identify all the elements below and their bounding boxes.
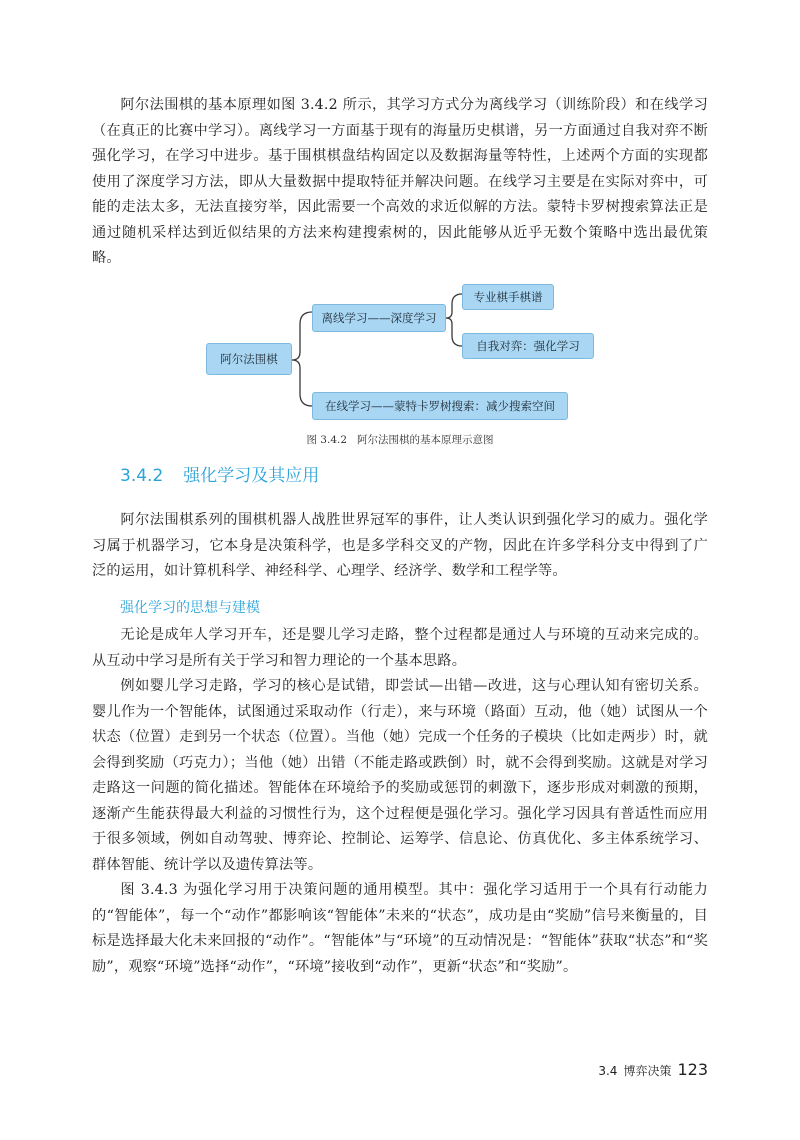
node-pro-game-records: 专业棋手棋谱 bbox=[462, 284, 554, 310]
section-heading bbox=[120, 461, 319, 486]
subsection-paragraph-3: 图 3.4.3 为强化学习用于决策问题的通用模型。其中：强化学习适用于一个具有行动能力的“智能体”，每一个“动作”都影响该“智能体”未来的“状态”，成功是由“奖励”信号来衡量的，目标是选择最大化未来回报的“动作”。“智能体”与“环境”的互动情况是：“智能体”获取“状态”和“奖励”，观察“环境”选择“动作”，“环境”接收到“动作”，更新“状态”和“奖励”。 bbox=[92, 882, 708, 975]
section-number: 3.4.2 bbox=[120, 466, 164, 486]
intro-paragraph: 阿尔法围棋的基本原理如图 3.4.2 所示，其学习方式分为离线学习（训练阶段）和在线学习（在真正的比赛中学习）。离线学习一方面基于现有的海量历史棋谱，另一方面通过自我对弈不断强化学习，在学习中进步。基于围棋棋盘结构固定以及数据海量等特性，上述两个方面的实现都使用了深度学习方法，即从大量数据中提取特征并解决问题。在线学习主要是在实际对弈中，可能的走法太多，无法直接穷举，因此需要一个高效的求近似解的方法。蒙特卡罗树搜索算法正是通过随机采样达到近似结果的方法来构建搜索树的，因此能够从近乎无数个策略中选出最优策略。 bbox=[92, 97, 708, 266]
page-footer bbox=[598, 1060, 708, 1079]
subsection-paragraph-1: 无论是成年人学习开车，还是婴儿学习走路，整个过程都是通过人与环境的互动来完成的。从互动中学习是所有关于学习和智力理论的一个基本思路。 bbox=[92, 627, 708, 669]
section-title: 强化学习及其应用 bbox=[183, 466, 320, 486]
footer-section-title: 博弈决策 bbox=[623, 1064, 672, 1078]
page-number: 123 bbox=[677, 1060, 708, 1079]
caption-text: 阿尔法围棋的基本原理示意图 bbox=[357, 434, 494, 446]
node-self-play: 自我对弈：强化学习 bbox=[462, 333, 594, 359]
caption-number: 图 3.4.2 bbox=[306, 434, 348, 446]
figure-caption bbox=[0, 432, 800, 447]
node-online-learning: 在线学习——蒙特卡罗树搜索：减少搜索空间 bbox=[312, 392, 568, 420]
subsection-heading: 强化学习的思想与建模 bbox=[120, 600, 260, 616]
subsection-paragraph-2: 例如婴儿学习走路，学习的核心是试错，即尝试—出错—改进，这与心理认知有密切关系。婴儿作为一个智能体，试图通过采取动作（行走），来与环境（路面）互动，他（她）试图从一个状态（位置）走到另一个状态（位置）。当他（她）完成一个任务的子模块（比如走两步）时，就会得到奖励（巧克力）；当他（她）出错（不能走路或跌倒）时，就不会得到奖励。这就是对学习走路这一问题的简化描述。智能体在环境给予的奖励或惩罚的刺激下，逐步形成对刺激的预期，逐渐产生能获得最大利益的习惯性行为，这个过程便是强化学习。强化学习因具有普适性而应用于很多领域，例如自动驾驶、博弈论、控制论、运筹学、信息论、仿真优化、多主体系统学习、群体智能、统计学以及遗传算法等。 bbox=[92, 678, 708, 873]
offline-brace bbox=[446, 294, 462, 346]
node-alphago: 阿尔法围棋 bbox=[206, 343, 292, 375]
footer-section-number: 3.4 bbox=[598, 1064, 618, 1078]
node-offline-learning: 离线学习——深度学习 bbox=[312, 304, 446, 332]
section-paragraph: 阿尔法围棋系列的围棋机器人战胜世界冠军的事件，让人类认识到强化学习的威力。强化学习属于机器学习，它本身是决策科学，也是多学科交叉的产物，因此在许多学科分支中得到了广泛的运用，如计算机科学、神经科学、心理学、经济学、数学和工程学等。 bbox=[92, 512, 708, 579]
root-brace bbox=[292, 312, 312, 406]
